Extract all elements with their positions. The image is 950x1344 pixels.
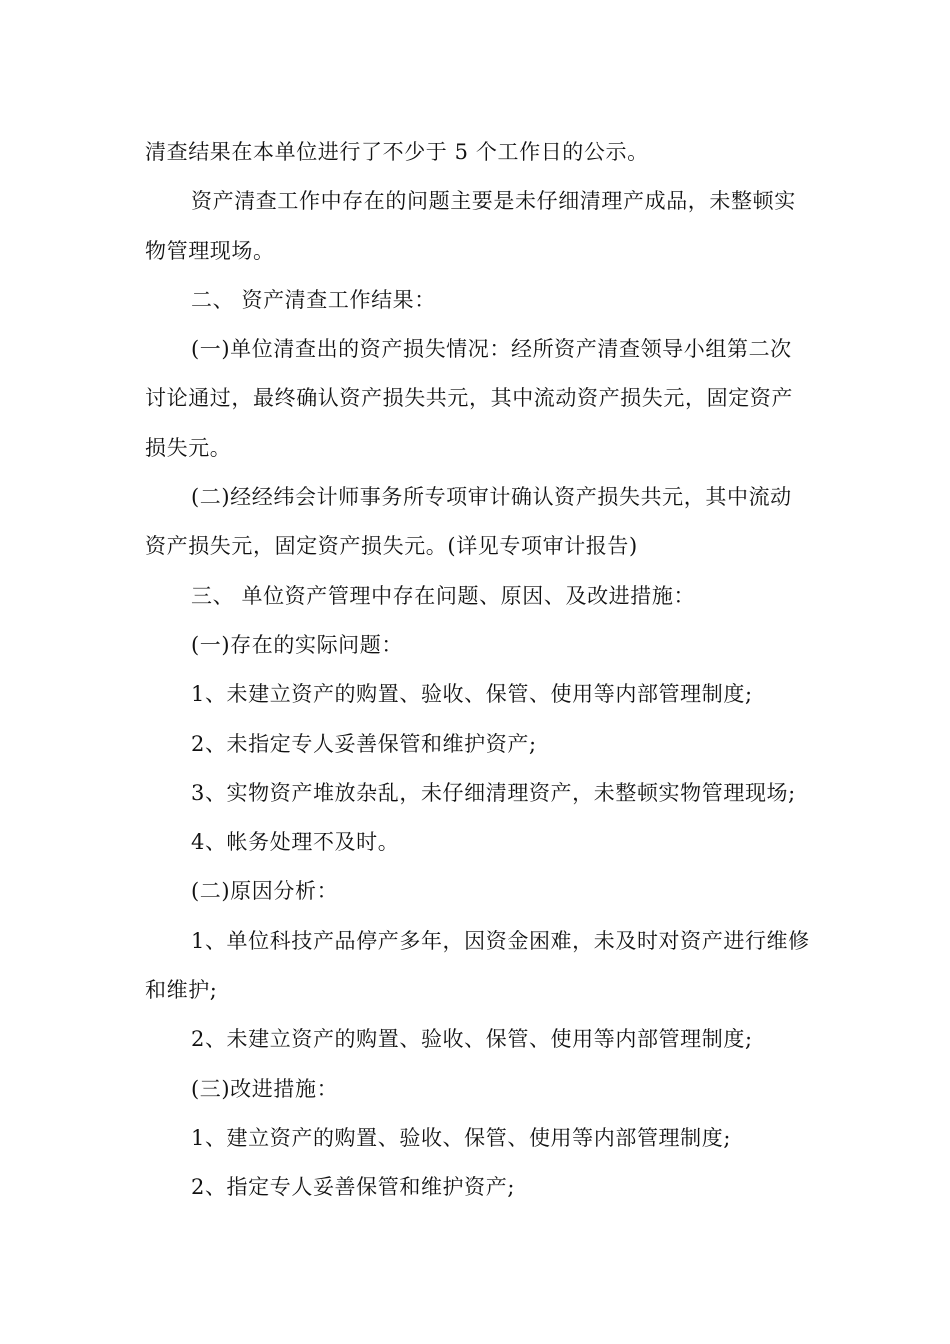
subheading-improvement-measures: (三)改进措施：	[191, 1076, 339, 1101]
subheading-actual-problems: (一)存在的实际问题：	[191, 632, 403, 657]
paragraph-audit-confirmation: (二)经经纬会计师事务所专项审计确认资产损失共元，其中流动资产损失元，固定资产损失元。(详见专项审计报告)	[145, 485, 792, 559]
section-heading-management: 三、 单位资产管理中存在问题、原因、及改进措施：	[191, 583, 696, 608]
list-item: 1、未建立资产的购置、验收、保管、使用等内部管理制度;	[191, 682, 753, 707]
paragraph-problems: 资产清查工作中存在的问题主要是未仔细清理产成品，未整顿实物管理现场。	[145, 189, 796, 263]
list-item: 2、未指定专人妥善保管和维护资产;	[191, 731, 537, 756]
list-item: 1、单位科技产品停产多年，因资金困难，未及时对资产进行维修和维护;	[145, 928, 810, 1003]
subheading-cause-analysis: (二)原因分析：	[191, 879, 339, 904]
list-item: 2、指定专人妥善保管和维护资产;	[191, 1175, 516, 1200]
document-page	[145, 128, 810, 1213]
list-item: 4、帐务处理不及时。	[191, 830, 400, 855]
list-item: 3、实物资产堆放杂乱，未仔细清理资产，未整顿实物管理现场;	[191, 780, 796, 805]
list-item: 2、未建立资产的购置、验收、保管、使用等内部管理制度;	[191, 1027, 753, 1052]
list-item: 1、建立资产的购置、验收、保管、使用等内部管理制度;	[191, 1125, 732, 1150]
section-heading-results: 二、 资产清查工作结果：	[191, 287, 436, 312]
paragraph-loss-situation: (一)单位清查出的资产损失情况：经所资产清查领导小组第二次讨论通过，最终确认资产损失共元，其中流动资产损失元，固定资产损失元。	[145, 337, 793, 460]
paragraph-publicity: 清查结果在本单位进行了不少于 5 个工作日的公示。	[145, 140, 649, 164]
